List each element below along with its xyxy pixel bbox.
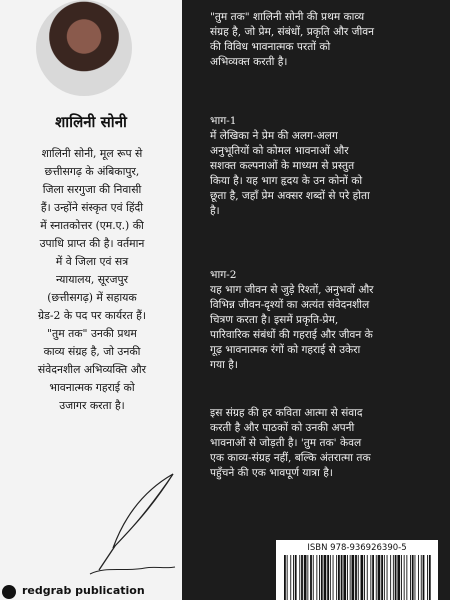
bio-line: (छत्तीसगढ़) में सहायक: [47, 291, 137, 304]
barcode-box: [276, 540, 438, 600]
part2-paragraph: [210, 268, 435, 373]
bio-line: छत्तीसगढ़ के अंबिकापुर,: [44, 165, 140, 178]
barcode-icon: [282, 555, 432, 600]
bio-line: हैं। उन्होंने संस्कृत एवं हिंदी: [40, 201, 144, 214]
publisher-name: redgrab publication: [22, 584, 145, 597]
author-panel: [0, 0, 182, 600]
text-line: में लेखिका ने प्रेम की अलग-अलग: [210, 130, 338, 142]
text-line: विभिन्न जीवन-दृश्यों का अत्यंत संवेदनशील: [210, 299, 370, 311]
text-line: गया है।: [210, 359, 238, 371]
bio-line: भावनात्मक गहराई को: [49, 381, 135, 394]
text-line: इस संग्रह की हर कविता आत्मा से संवाद: [210, 407, 363, 419]
bio-line: जिला सरगुजा की निवासी: [42, 183, 142, 196]
text-line: "तुम तक" शालिनी सोनी की प्रथम काव्य: [210, 11, 365, 23]
text-line: यह भाग जीवन से जुड़े रिश्तों, अनुभवों और: [210, 284, 374, 296]
author-photo: [36, 0, 132, 96]
bio-line: ग्रेड-2 के पद पर कार्यरत हैं।: [38, 309, 146, 322]
text-line: पारिवारिक संबंधों की गहराई और जीवन के: [210, 329, 373, 341]
text-line: करती है और पाठकों को उनकी अपनी: [210, 422, 355, 434]
bio-line: न्यायालय, सूरजपुर: [55, 273, 129, 286]
text-line: भावनाओं से जोड़ती है। 'तुम तक' केवल: [210, 437, 362, 449]
text-line: अनुभूतियों को कोमल भावनाओं और: [210, 145, 349, 157]
bio-line: काव्य संग्रह है, जो उनकी: [43, 345, 141, 358]
text-line: छूता है, जहाँ प्रेम अक्सर शब्दों से परे होता: [210, 190, 370, 202]
publisher-icon: [2, 585, 16, 599]
text-line: गूढ़ भावनात्मक रंगों को गहराई से उकेरा: [210, 344, 361, 356]
text-line: एक काव्य-संग्रह नहीं, बल्कि अंतरात्मा तक: [210, 452, 371, 464]
text-line: अभिव्यक्त करती है।: [210, 56, 288, 68]
author-name: शालिनी सोनी: [55, 113, 127, 131]
quill-icon: [85, 470, 180, 580]
text-line: संग्रह है, जो प्रेम, संबंधों, प्रकृति और जीवन: [210, 26, 374, 38]
text-line: किया है। यह भाग हृदय के उन कोनों को: [210, 175, 363, 187]
text-line: चित्रण करता है। इसमें प्रकृति-प्रेम,: [210, 314, 339, 326]
author-bio: [8, 145, 176, 415]
bio-line: में स्नातकोत्तर (एम.ए.) की: [40, 219, 144, 232]
part1-paragraph: [210, 114, 435, 219]
text-line: पहुँचने की एक भावपूर्ण यात्रा है।: [210, 467, 333, 479]
bio-line: में वे जिला एवं सत्र: [55, 255, 129, 268]
isbn-label: ISBN 978-936926390-5: [307, 543, 407, 553]
text-line: की विविध भावनात्मक परतों को: [210, 41, 331, 53]
bio-line: उपाधि प्राप्त की है। वर्तमान: [39, 237, 145, 250]
bio-line: संवेदनशील अभिव्यक्ति और: [37, 363, 147, 376]
bio-line: उजागर करता है।: [59, 399, 125, 412]
text-line: है।: [210, 205, 220, 217]
text-line: भाग-1: [210, 115, 237, 127]
text-line: भाग-2: [210, 269, 237, 281]
bio-line: "तुम तक" उनकी प्रथम: [47, 327, 137, 340]
publisher-logo: [0, 582, 182, 600]
bio-line: शालिनी सोनी, मूल रूप से: [41, 147, 143, 160]
intro-paragraph: [210, 10, 435, 70]
closing-paragraph: [210, 406, 435, 481]
text-line: सशक्त कल्पनाओं के माध्यम से प्रस्तुत: [210, 160, 355, 172]
